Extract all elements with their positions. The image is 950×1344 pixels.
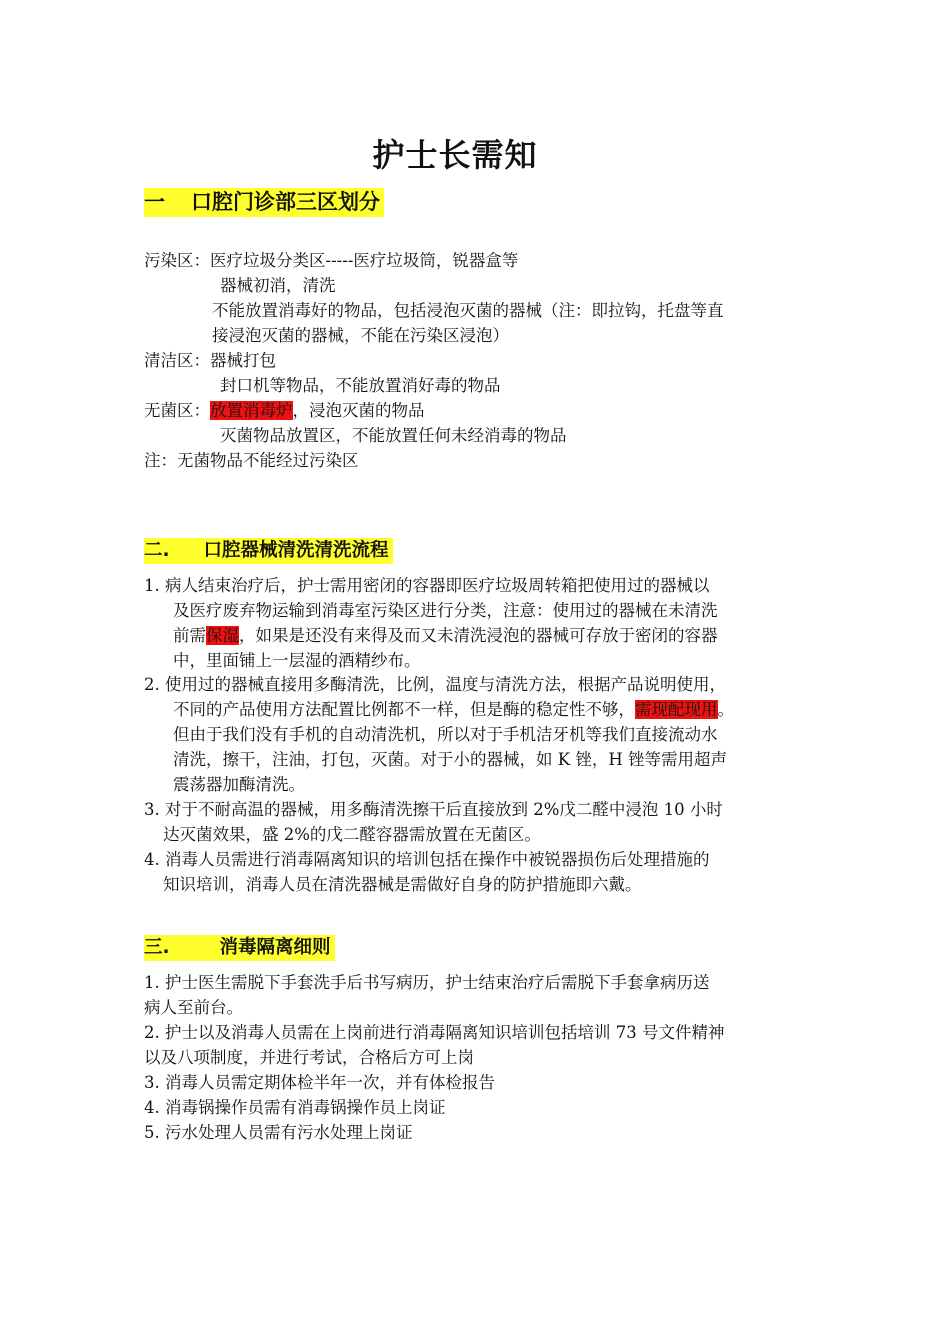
section2-heading-highlight [144,538,393,564]
s3-line: 1. 护士医生需脱下手套洗手后书写病历，护士结束治疗后需脱下手套拿病历送 [144,973,710,992]
section3-heading [144,933,335,959]
s2-item3-line: 达灭菌效果，盛 2%的戊二醛容器需放置在无菌区。 [163,825,541,844]
s3-line: 5. 污水处理人员需有污水处理上岗证 [144,1123,413,1142]
s2-item3-line: 3. 对于不耐高温的器械，用多酶清洗擦干后直接放到 2%戊二醛中浸泡 10 小时 [144,800,723,819]
section1-heading-highlight [144,188,384,217]
section3-heading-highlight [144,935,335,961]
s2-item4-line: 知识培训，消毒人员在清洗器械是需做好自身的防护措施即六戴。 [163,875,642,894]
s1-line: 接浸泡灭菌的器械，不能在污染区浸泡） [212,326,509,345]
document-title: 护士长需知 [372,136,538,174]
s2-item2-line [173,698,734,722]
s2-item1-line [173,624,718,648]
section1-heading-text: 口腔门诊部三区划分 [191,190,380,214]
s1-note: 注：无菌物品不能经过污染区 [144,451,359,470]
s2-item1-line: 1. 病人结束治疗后，护士需用密闭的容器即医疗垃圾周转箱把使用过的器械以 [144,576,710,595]
section2-heading [144,536,393,562]
s2-item2-line: 2. 使用过的器械直接用多酶清洗，比例，温度与清洗方法，根据产品说明使用， [144,675,726,694]
s1-sterile-line [144,399,425,423]
section3-heading-text: 消毒隔离细则 [219,937,331,958]
s2-item1-line: 及医疗废弃物运输到消毒室污染区进行分类，注意：使用过的器械在未清洗 [173,601,718,620]
s2-item2-pre: 不同的产品使用方法配置比例都不一样，但是酶的稳定性不够， [173,700,635,719]
section1-heading [144,186,384,216]
section3-heading-num: 三. [144,937,170,958]
s2-item1-pre: 前需 [173,626,206,645]
section2-heading-num: 二. [144,540,170,561]
section2-heading-text: 口腔器械清洗清洗流程 [203,540,389,561]
sterile-rest: ，浸泡灭菌的物品 [292,401,425,420]
s1-line: 器械初消，清洗 [220,276,336,295]
s1-line: 灭菌物品放置区，不能放置任何未经消毒的物品 [220,426,567,445]
s1-line: 污染区：医疗垃圾分类区-----医疗垃圾筒，锐器盒等 [144,251,519,270]
s3-line: 以及八项制度，并进行考试，合格后方可上岗 [144,1048,474,1067]
s3-line: 2. 护士以及消毒人员需在上岗前进行消毒隔离知识培训包括培训 73 号文件精神 [144,1023,725,1042]
s2-item2-line: 但由于我们没有手机的自动清洗机，所以对于手机洁牙机等我们直接流动水 [173,725,718,744]
s1-line: 封口机等物品，不能放置消好毒的物品 [220,376,501,395]
sterile-label: 无菌区： [144,401,210,420]
prepare-fresh-highlight: 需现配现用 [635,700,718,719]
s3-line: 3. 消毒人员需定期体检半年一次，并有体检报告 [144,1073,495,1092]
s3-line: 4. 消毒锅操作员需有消毒锅操作员上岗证 [144,1098,446,1117]
s2-item2-line: 清洗，擦干，注油，打包，灭菌。对于小的器械，如 K 锉，H 锉等需用超声 [173,750,727,769]
s3-line: 病人至前台。 [144,998,243,1017]
keep-moist-highlight: 保湿 [206,626,239,645]
s2-item2-line: 震荡器加酶清洗。 [173,775,305,794]
s2-item4-line: 4. 消毒人员需进行消毒隔离知识的培训包括在操作中被锐器损伤后处理措施的 [144,850,710,869]
s2-item2-post: 。 [717,700,734,719]
s1-line: 清洁区：器械打包 [144,351,276,370]
s2-item1-post: ，如果是还没有来得及而又未清洗浸泡的器械可存放于密闭的容器 [239,626,718,645]
sterile-highlight: 放置消毒炉 [210,401,293,420]
s1-line: 不能放置消毒好的物品，包括浸泡灭菌的器械（注：即拉钩，托盘等直 [212,301,724,320]
s2-item1-line: 中，里面铺上一层湿的酒精纱布。 [173,651,421,670]
section1-heading-num: 一 [144,190,165,214]
